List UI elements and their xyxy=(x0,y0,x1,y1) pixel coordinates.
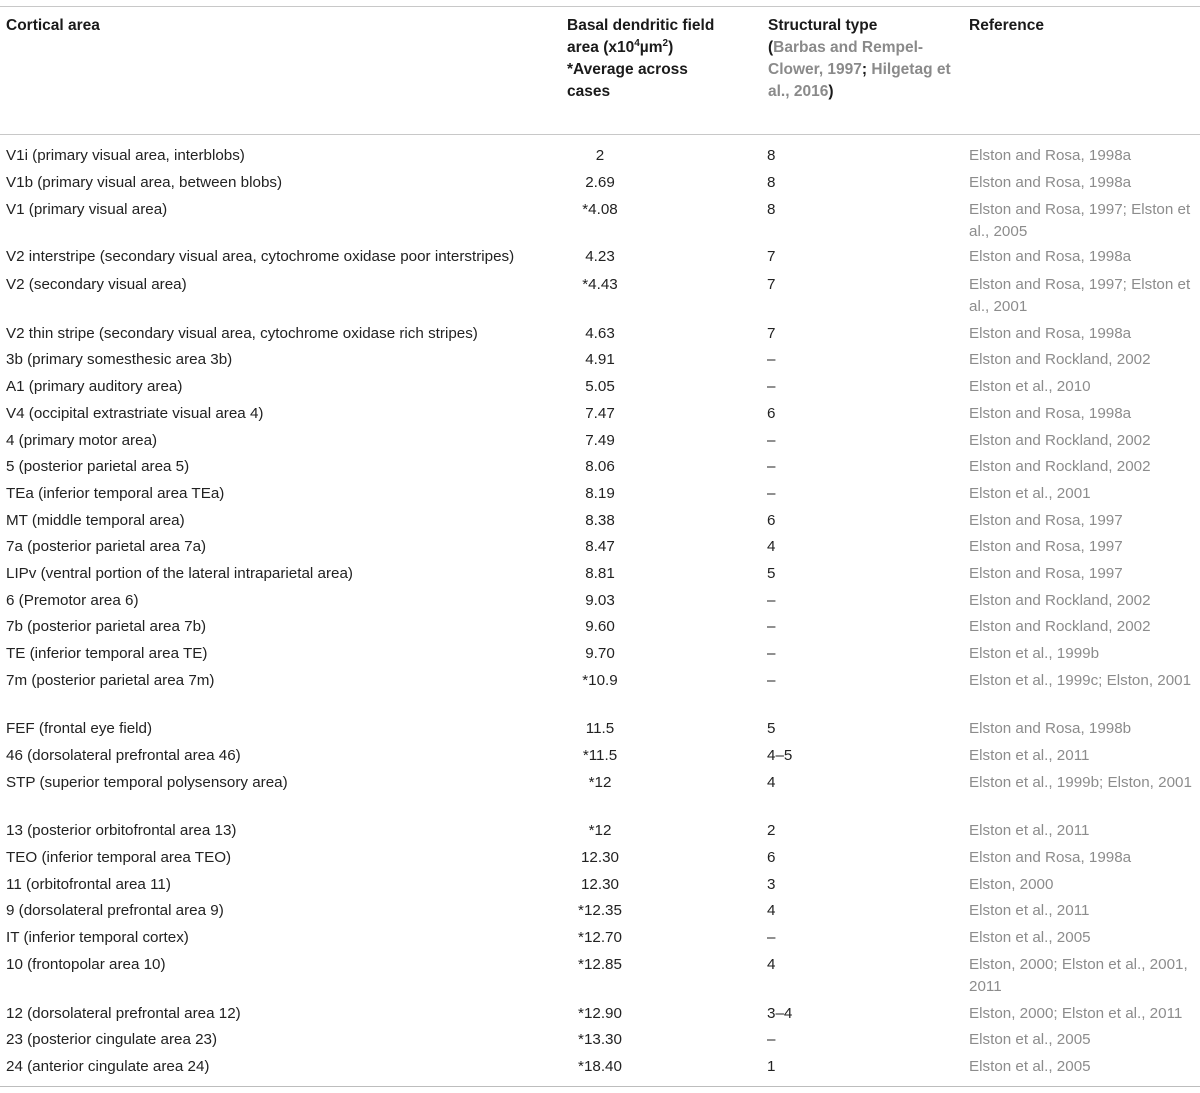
cell-basal-field-area: *11.5 xyxy=(582,747,618,764)
cell-cortical-area: 46 (dorsolateral prefrontal area 46) xyxy=(6,747,241,764)
header-basal-line2-pre: area (x10 xyxy=(567,39,635,56)
cell-basal-field-area: 9.60 xyxy=(585,618,615,635)
cell-structural-type: – xyxy=(767,432,776,449)
table-bottom-rule xyxy=(0,1086,1200,1087)
cell-reference-link[interactable]: Elston and Rosa, 1998a xyxy=(969,325,1132,342)
cell-cortical-area: 7b (posterior parietal area 7b) xyxy=(6,618,207,635)
cell-basal-field-area: 5.05 xyxy=(585,378,615,395)
cell-reference-link[interactable]: Elston et al., 2011 xyxy=(969,747,1090,764)
cell-cortical-area: 13 (posterior orbitofrontal area 13) xyxy=(6,822,237,839)
cell-structural-type: 4 xyxy=(767,902,776,919)
cell-cortical-area: V2 interstripe (secondary visual area, cytochrome oxidase poor interstripes) xyxy=(6,248,515,265)
header-basal-line2-post: ) xyxy=(668,39,674,56)
cell-cortical-area: V2 (secondary visual area) xyxy=(6,276,187,293)
cell-reference-link[interactable]: Elston, 2000; Elston et al., 2001, 2011 xyxy=(969,956,1188,995)
cell-structural-type: 8 xyxy=(767,147,776,164)
cell-basal-field-area: *10.9 xyxy=(582,672,618,689)
cell-basal-field-area: 9.03 xyxy=(585,592,615,609)
cell-reference-link[interactable]: Elston and Rosa, 1997; Elston et al., 2005 xyxy=(969,201,1191,240)
cell-cortical-area: 3b (primary somesthesic area 3b) xyxy=(6,351,233,368)
cell-reference-link[interactable]: Elston et al., 2011 xyxy=(969,822,1090,839)
cell-basal-field-area: 4.63 xyxy=(585,325,615,342)
cell-structural-type: – xyxy=(767,929,776,946)
cell-structural-type: – xyxy=(767,485,776,502)
cell-cortical-area: V1 (primary visual area) xyxy=(6,201,168,218)
cell-basal-field-area: 8.19 xyxy=(585,485,615,502)
header-structural-line1: Structural type xyxy=(768,17,878,34)
cell-structural-type: 1 xyxy=(767,1058,776,1075)
cell-basal-field-area: *12.35 xyxy=(578,902,622,919)
cell-structural-type: 6 xyxy=(767,849,776,866)
cell-basal-field-area: *13.30 xyxy=(578,1031,622,1048)
cell-structural-type: 3–4 xyxy=(767,1005,793,1022)
cell-basal-field-area: 7.47 xyxy=(585,405,615,422)
header-structural-ref1-link[interactable]: Barbas and Rempel-Clower, 1997 xyxy=(768,39,924,78)
cell-structural-type: 6 xyxy=(767,405,776,422)
cell-structural-type: 5 xyxy=(767,565,776,582)
cell-basal-field-area: 8.06 xyxy=(585,458,615,475)
cell-cortical-area: STP (superior temporal polysensory area) xyxy=(6,774,288,791)
cell-basal-field-area: *12 xyxy=(588,774,612,791)
header-structural-sep: ; xyxy=(861,61,872,78)
cell-basal-field-area: *4.43 xyxy=(582,276,618,293)
cell-reference-link[interactable]: Elston et al., 2010 xyxy=(969,378,1091,395)
cell-reference-link[interactable]: Elston et al., 1999b xyxy=(969,645,1100,662)
cell-reference-link[interactable]: Elston and Rockland, 2002 xyxy=(969,592,1151,609)
cell-basal-field-area: 8.81 xyxy=(585,565,615,582)
cell-cortical-area: TE (inferior temporal area TE) xyxy=(6,645,208,662)
cell-basal-field-area: *12 xyxy=(588,822,612,839)
cell-cortical-area: 9 (dorsolateral prefrontal area 9) xyxy=(6,902,224,919)
cell-cortical-area: A1 (primary auditory area) xyxy=(6,378,183,395)
cell-structural-type: – xyxy=(767,378,776,395)
cell-cortical-area: LIPv (ventral portion of the lateral intraparietal area) xyxy=(6,565,353,582)
cell-basal-field-area: 2 xyxy=(595,147,605,164)
header-basal-sup1: 4 xyxy=(634,37,640,49)
cell-basal-field-area: *12.90 xyxy=(578,1005,622,1022)
cell-reference-link[interactable]: Elston et al., 2011 xyxy=(969,902,1090,919)
cell-structural-type: – xyxy=(767,672,776,689)
cell-cortical-area: 7m (posterior parietal area 7m) xyxy=(6,672,215,689)
cell-basal-field-area: *4.08 xyxy=(582,201,618,218)
cell-cortical-area: 7a (posterior parietal area 7a) xyxy=(6,538,207,555)
cell-reference-link[interactable]: Elston and Rockland, 2002 xyxy=(969,351,1151,368)
cell-reference-link[interactable]: Elston and Rosa, 1998b xyxy=(969,720,1132,737)
cell-structural-type: 4–5 xyxy=(767,747,793,764)
header-basal-line1: Basal dendritic field xyxy=(567,17,715,34)
cell-reference-link[interactable]: Elston and Rockland, 2002 xyxy=(969,458,1151,475)
cell-reference-link[interactable]: Elston and Rosa, 1997 xyxy=(969,565,1123,582)
cell-cortical-area: 5 (posterior parietal area 5) xyxy=(6,458,190,475)
cell-reference-link[interactable]: Elston et al., 2005 xyxy=(969,1031,1091,1048)
cell-structural-type: – xyxy=(767,618,776,635)
cell-cortical-area: FEF (frontal eye field) xyxy=(6,720,153,737)
cell-cortical-area: 11 (orbitofrontal area 11) xyxy=(6,876,171,893)
cell-structural-type: – xyxy=(767,458,776,475)
cell-reference-link[interactable]: Elston and Rosa, 1997 xyxy=(969,512,1123,529)
cell-cortical-area: 23 (posterior cingulate area 23) xyxy=(6,1031,218,1048)
cell-reference-link[interactable]: Elston et al., 2005 xyxy=(969,929,1091,946)
cell-basal-field-area: 12.30 xyxy=(580,849,619,866)
cell-structural-type: 4 xyxy=(767,956,776,973)
cell-structural-type: 2 xyxy=(767,822,776,839)
cell-reference-link[interactable]: Elston and Rosa, 1998a xyxy=(969,849,1132,866)
cell-structural-type: – xyxy=(767,1031,776,1048)
cell-reference-link[interactable]: Elston, 2000; Elston et al., 2011 xyxy=(969,1005,1183,1022)
cell-reference-link[interactable]: Elston and Rosa, 1997; Elston et al., 2001 xyxy=(969,276,1191,315)
header-basal-line3: *Average across xyxy=(567,61,688,78)
cell-cortical-area: 4 (primary motor area) xyxy=(6,432,158,449)
cell-basal-field-area: 4.23 xyxy=(585,248,615,265)
cell-structural-type: 6 xyxy=(767,512,776,529)
cell-reference-link[interactable]: Elston and Rosa, 1998a xyxy=(969,174,1132,191)
cell-structural-type: 3 xyxy=(767,876,776,893)
cell-structural-type: 8 xyxy=(767,174,776,191)
cell-cortical-area: TEa (inferior temporal area TEa) xyxy=(6,485,225,502)
cell-reference-link[interactable]: Elston et al., 2001 xyxy=(969,485,1091,502)
cell-reference-link[interactable]: Elston et al., 1999b; Elston, 2001 xyxy=(969,774,1192,791)
header-structural-ref2-link[interactable]: Hilgetag et al., 2016 xyxy=(768,61,951,100)
cell-structural-type: 7 xyxy=(767,325,776,342)
cell-reference-link[interactable]: Elston et al., 2005 xyxy=(969,1058,1091,1075)
cell-structural-type: 8 xyxy=(767,201,776,218)
cell-reference-link[interactable]: Elston and Rosa, 1998a xyxy=(969,405,1132,422)
header-basal-sup2: 2 xyxy=(662,37,669,49)
cell-basal-field-area: 2.69 xyxy=(585,174,615,191)
cell-reference-link[interactable]: Elston and Rosa, 1998a xyxy=(969,147,1132,164)
cell-structural-type: – xyxy=(767,592,776,609)
cell-cortical-area: IT (inferior temporal cortex) xyxy=(6,929,189,946)
cell-basal-field-area: 4.91 xyxy=(585,351,615,368)
cell-structural-type: 7 xyxy=(767,276,776,293)
cell-structural-type: 5 xyxy=(767,720,776,737)
cell-basal-field-area: 8.38 xyxy=(585,512,615,529)
header-structural-close: ) xyxy=(828,83,834,100)
header-basal-line4: cases xyxy=(567,83,611,100)
header-basal-unit: µm xyxy=(639,39,663,56)
cell-cortical-area: 6 (Premotor area 6) xyxy=(6,592,139,609)
cell-basal-field-area: *12.85 xyxy=(578,956,622,973)
cell-basal-field-area: 8.47 xyxy=(585,538,615,555)
cell-basal-field-area: 7.49 xyxy=(585,432,615,449)
cell-cortical-area: V4 (occipital extrastriate visual area 4) xyxy=(6,405,264,422)
cell-reference-link[interactable]: Elston and Rockland, 2002 xyxy=(969,432,1151,449)
header-structural-open: ( xyxy=(768,39,774,56)
cell-reference-link[interactable]: Elston, 2000 xyxy=(969,876,1054,893)
cell-basal-field-area: *12.70 xyxy=(578,929,622,946)
header-reference: Reference xyxy=(969,17,1044,34)
cell-structural-type: 4 xyxy=(767,774,776,791)
cell-basal-field-area: 9.70 xyxy=(585,645,615,662)
cell-cortical-area: 10 (frontopolar area 10) xyxy=(6,956,166,973)
cell-structural-type: – xyxy=(767,645,776,662)
header-cortical-area: Cortical area xyxy=(6,17,100,34)
cell-reference-link[interactable]: Elston and Rockland, 2002 xyxy=(969,618,1151,635)
cell-reference-link[interactable]: Elston and Rosa, 1997 xyxy=(969,538,1123,555)
cell-cortical-area: V1b (primary visual area, between blobs) xyxy=(6,174,283,191)
cell-cortical-area: TEO (inferior temporal area TEO) xyxy=(6,849,232,866)
cell-basal-field-area: 12.30 xyxy=(580,876,619,893)
cell-structural-type: 4 xyxy=(767,538,776,555)
cell-structural-type: 7 xyxy=(767,248,776,265)
cell-cortical-area: MT (middle temporal area) xyxy=(6,512,185,529)
cell-reference-link[interactable]: Elston et al., 1999c; Elston, 2001 xyxy=(969,672,1192,689)
cell-cortical-area: V1i (primary visual area, interblobs) xyxy=(6,147,245,164)
cell-cortical-area: 24 (anterior cingulate area 24) xyxy=(6,1058,210,1075)
cell-basal-field-area: *18.40 xyxy=(578,1058,622,1075)
cell-cortical-area: V2 thin stripe (secondary visual area, cytochrome oxidase rich stripes) xyxy=(6,325,478,342)
cell-reference-link[interactable]: Elston and Rosa, 1998a xyxy=(969,248,1132,265)
cell-cortical-area: 12 (dorsolateral prefrontal area 12) xyxy=(6,1005,241,1022)
cell-basal-field-area: 11.5 xyxy=(585,720,615,737)
cell-structural-type: – xyxy=(767,351,776,368)
